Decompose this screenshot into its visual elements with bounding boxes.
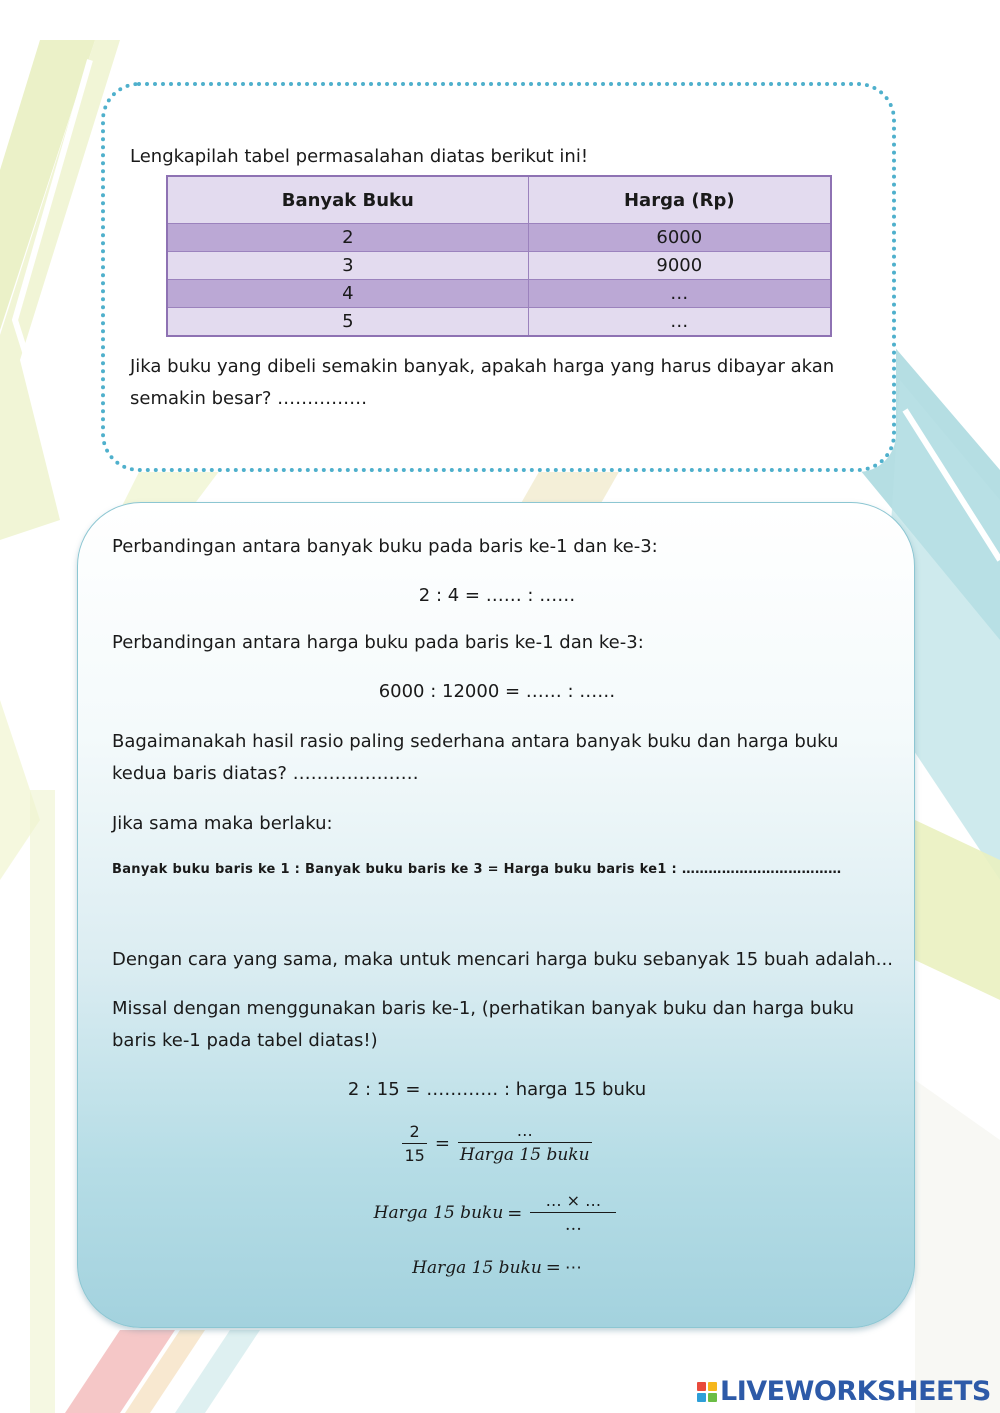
formula-lhs: Harga 15 buku <box>373 1203 504 1223</box>
table-cell: 9000 <box>528 252 831 280</box>
logo-icon <box>697 1382 717 1402</box>
equals-sign: = <box>434 1132 450 1154</box>
equation-books-ratio[interactable]: 2 : 4 = …… : …… <box>418 585 576 606</box>
fraction-denominator: Harga 15 buku <box>458 1142 592 1165</box>
table-cell: 4 <box>167 280 528 308</box>
comparison-price-text: Perbandingan antara harga buku pada baris ke-1 dan ke-3: <box>112 632 644 653</box>
question-text: Jika buku yang dibeli semakin banyak, apakah harga yang harus dibayar akan semakin besar? …………… <box>130 356 835 409</box>
comparison-books-text: Perbandingan antara banyak buku pada baris ke-1 dan ke-3: <box>112 536 658 557</box>
answer-cell[interactable]: … <box>528 280 831 308</box>
table-cell: 6000 <box>528 224 831 252</box>
fraction-numerator: 2 <box>409 1121 420 1141</box>
simplest-ratio-question: Bagaimanakah hasil rasio paling sederhana antara banyak buku dan harga buku kedua baris diatas? ………………… <box>112 731 839 784</box>
fraction-equation <box>78 1121 916 1165</box>
logo-text: LIVEWORKSHEETS <box>720 1376 991 1407</box>
table-row <box>167 224 831 252</box>
final-answer-blank[interactable]: ⋯ <box>564 1257 582 1278</box>
proportion-rule-text: Banyak buku baris ke 1 : Banyak buku baris ke 3 = Harga buku baris ke1 : ……………………………… <box>112 862 842 877</box>
equation-price-ratio[interactable]: 6000 : 12000 = …… : …… <box>378 681 616 702</box>
equals-sign: = <box>507 1202 523 1224</box>
answer-cell[interactable]: … <box>528 308 831 337</box>
table-cell: 5 <box>167 308 528 337</box>
table-row <box>167 252 831 280</box>
table-cell: 3 <box>167 252 528 280</box>
table-cell: 2 <box>167 224 528 252</box>
table-header-books: Banyak Buku <box>167 176 528 224</box>
table-row <box>167 280 831 308</box>
table-row <box>167 308 831 337</box>
price-formula <box>78 1191 916 1235</box>
equals-sign: = <box>545 1257 561 1278</box>
table-task-card <box>101 82 896 472</box>
fraction-numerator: … <box>516 1121 533 1140</box>
table-header-price: Harga (Rp) <box>528 176 831 224</box>
formula-fraction[interactable] <box>530 1191 616 1235</box>
liveworksheets-logo <box>697 1376 991 1407</box>
example-text: Missal dengan menggunakan baris ke-1, (perhatikan banyak buku dan harga buku baris ke-1 pada tabel diatas!) <box>112 998 855 1051</box>
method-text: Dengan cara yang sama, maka untuk mencari harga buku sebanyak 15 buah adalah... <box>112 949 893 970</box>
fraction-denominator: … <box>530 1212 616 1235</box>
fraction-right[interactable] <box>458 1121 592 1165</box>
final-answer <box>78 1257 916 1278</box>
rule-intro-text: Jika sama maka berlaku: <box>112 813 333 834</box>
fraction-denominator: 15 <box>402 1143 426 1165</box>
ratio-explanation-card <box>77 502 915 1328</box>
fraction-numerator: … × … <box>545 1191 602 1210</box>
fraction-left <box>402 1122 426 1165</box>
final-lhs: Harga 15 buku <box>412 1257 542 1278</box>
price-table <box>166 175 832 337</box>
equation-15-books[interactable]: 2 : 15 = ………… : harga 15 buku <box>347 1079 647 1100</box>
instruction-text: Lengkapilah tabel permasalahan diatas berikut ini! <box>130 146 589 167</box>
